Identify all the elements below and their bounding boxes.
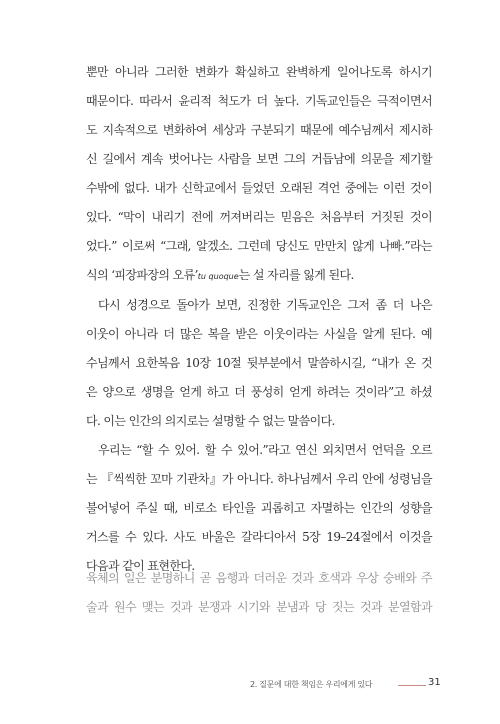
text-line: 불어넣어 주실 때, 비로소 타인을 괴롭히고 자멸하는 인간의 성향을 xyxy=(86,501,432,515)
footer-divider xyxy=(398,685,426,686)
text-line: 다음과 같이 표현한다. xyxy=(86,559,195,573)
quote-line: 술과 원수 맺는 것과 분쟁과 시기와 분냄과 당 짓는 것과 분열함과 xyxy=(86,600,432,614)
text-fragment: 식의 ‘피장파장의 오류’ xyxy=(86,268,198,282)
text-line: 다. 이는 인간의 의지로는 설명할 수 없는 말씀이다. xyxy=(86,414,335,428)
paragraph-1 xyxy=(86,58,432,291)
text-line: 었다.” 이로써 “그래, 알겠소. 그런데 당신도 만만치 않게 나빠.”라는 xyxy=(86,239,432,253)
paragraph-2 xyxy=(86,291,432,436)
quote-line: 육체의 일은 분명하니 곧 음행과 더러운 것과 호색과 우상 숭배와 주 xyxy=(86,571,432,585)
text-line: 는 『씩씩한 꼬마 기관차』가 아니다. 하나님께서 우리 안에 성령님을 xyxy=(86,472,432,486)
text-line: 때문이다. 따라서 윤리적 척도가 더 높다. 기독교인들은 극적이면서 xyxy=(86,94,432,108)
text-line: 수밖에 없다. 내가 신학교에서 들었던 오래된 격언 중에는 이런 것이 xyxy=(86,181,432,195)
text-line: 우리는 “할 수 있어. 할 수 있어.”라고 연신 외치면서 언덕을 오르 xyxy=(98,443,432,457)
text-line: 신 길에서 계속 벗어나는 사람을 보면 그의 거듭남에 의문을 제기할 xyxy=(86,152,432,166)
scripture-quote xyxy=(86,564,432,622)
text-line: 다시 성경으로 돌아가 보면, 진정한 기독교인은 그저 좀 더 나은 xyxy=(98,298,432,312)
latin-term: tu quoque xyxy=(197,272,239,281)
quote-paragraph xyxy=(86,564,432,622)
page-number: 31 xyxy=(428,677,441,688)
text-line: 거스를 수 있다. 사도 바울은 갈라디아서 5장 19–24절에서 이것을 xyxy=(86,530,432,544)
text-line: 이웃이 아니라 더 많은 복을 받은 이웃이라는 사실을 알게 된다. 예 xyxy=(86,327,432,341)
text-line xyxy=(86,261,432,291)
body-text xyxy=(86,58,432,581)
page-footer xyxy=(250,676,440,696)
text-line: 수님께서 요한복음 10장 10절 뒷부분에서 말씀하시길, “내가 온 것 xyxy=(86,356,432,370)
text-line: 뿐만 아니라 그러한 변화가 확실하고 완벽하게 일어나도록 하시기 xyxy=(86,65,432,79)
running-chapter-title: 2. 질문에 대한 책임은 우리에게 있다 xyxy=(250,680,373,689)
text-fragment: 는 설 자리를 잃게 된다. xyxy=(238,268,354,282)
text-line: 있다. “막이 내리기 전에 꺼져버리는 믿음은 처음부터 거짓된 것이 xyxy=(86,210,432,224)
paragraph-3 xyxy=(86,436,432,581)
text-line: 도 지속적으로 변화하여 세상과 구분되기 때문에 예수님께서 제시하 xyxy=(86,123,432,137)
text-line: 은 양으로 생명을 얻게 하고 더 풍성히 얻게 하려는 것이라”고 하셨 xyxy=(86,385,432,399)
